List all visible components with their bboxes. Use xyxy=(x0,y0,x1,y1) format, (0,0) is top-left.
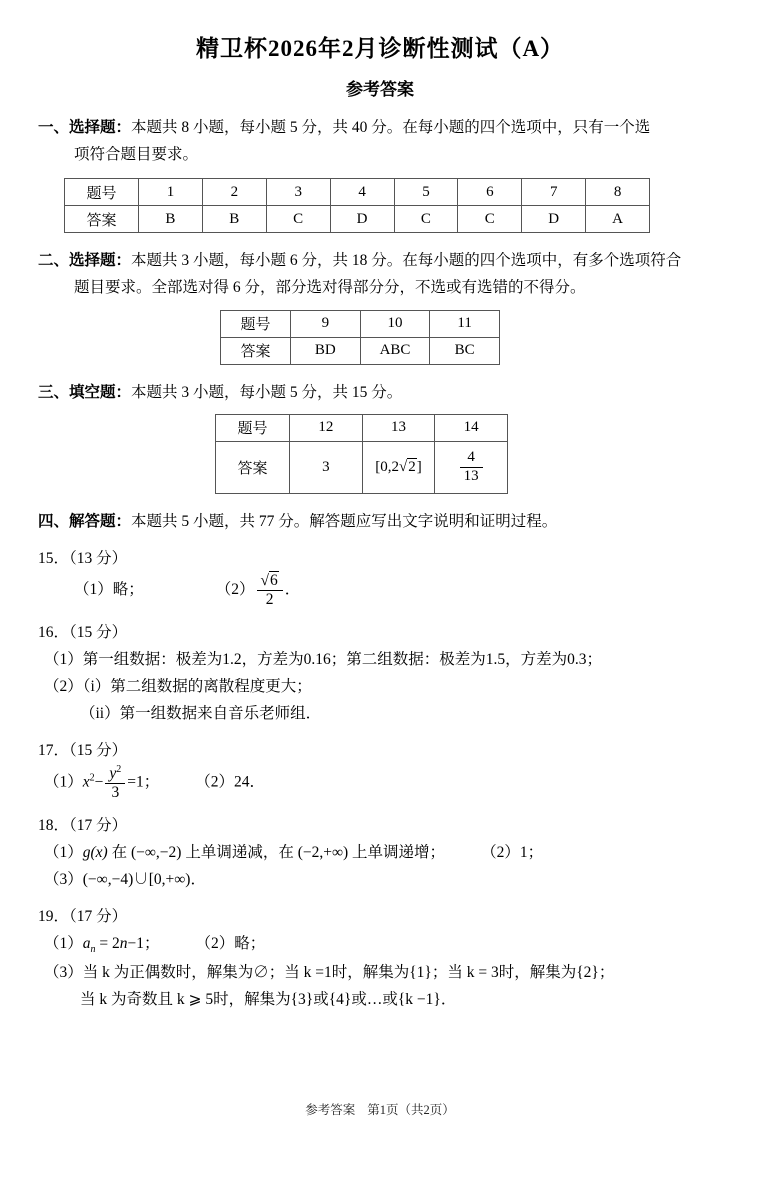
radical-icon: √ xyxy=(398,458,408,475)
section2-lead: 二、选择题： xyxy=(38,252,132,270)
answer-cell: D xyxy=(330,206,394,233)
row-label-answer: 答案 xyxy=(216,441,290,493)
fraction-numerator: 4 xyxy=(460,449,483,467)
q19-line3: 当 k 为奇数且 k ⩾ 5时，解集为{3}或{4}或…或{k −1}． xyxy=(80,991,457,1009)
number-cell: 7 xyxy=(522,179,586,206)
section1-desc-line1: 本题共 8 小题，每小题 5 分，共 40 分。在每小题的四个选项中，只有一个选 xyxy=(131,119,651,136)
number-cell: 1 xyxy=(139,179,203,206)
q19-line1 xyxy=(44,930,722,959)
q16-line2: （2）（i）第二组数据的离散程度更大； xyxy=(44,677,312,695)
section2-desc-line1: 本题共 3 小题，每小题 6 分，共 18 分。在每小题的四个选项中，有多个选项符合 xyxy=(131,252,682,270)
q19-number: 19．（17 分） xyxy=(38,908,128,926)
q17-y-sup: 2 xyxy=(116,764,122,776)
q15-number: 15．（13 分） xyxy=(38,549,128,567)
footer-left: 参考答案 xyxy=(305,1103,356,1117)
q18-line1 xyxy=(44,839,722,866)
fraction-denominator: 3 xyxy=(111,784,120,802)
q17-part1-label: （1） xyxy=(44,773,83,791)
answer-cell xyxy=(435,441,508,493)
fraction xyxy=(257,572,283,609)
number-cell: 5 xyxy=(394,179,458,206)
number-cell: 13 xyxy=(362,414,435,441)
q15-part1: （1）略； xyxy=(74,580,144,598)
page-title: 精卫杯2026年2月诊断性测试（A） xyxy=(195,36,565,61)
q17-equals: =1； xyxy=(127,773,160,791)
q19-a-sub: n xyxy=(90,944,96,956)
q15-part2-label: （2） xyxy=(215,580,255,598)
q16-number: 16．（15 分） xyxy=(38,623,128,641)
q18-line2: （3）(−∞,−4)∪[0,+∞)． xyxy=(44,871,206,889)
number-cell: 12 xyxy=(290,414,363,441)
table-row xyxy=(65,179,650,206)
answer-cell: B xyxy=(139,206,203,233)
q18-number: 18．（17 分） xyxy=(38,816,128,834)
fraction xyxy=(105,764,125,802)
q18-g-function: g(x) xyxy=(82,844,108,862)
answer-cell xyxy=(362,441,435,493)
number-cell: 8 xyxy=(586,179,650,206)
answer-cell: C xyxy=(394,206,458,233)
answer-cell: BC xyxy=(430,337,500,364)
q18-part1-text: 在 (−∞,−2) 上单调递减，在 (−2,+∞) 上单调递增； xyxy=(107,844,446,862)
answer-cell: B xyxy=(202,206,266,233)
section1-heading xyxy=(38,114,722,168)
q17-part2: （2）24． xyxy=(195,773,266,791)
question-17 xyxy=(38,737,722,802)
q15-answers xyxy=(74,572,722,609)
number-cell: 14 xyxy=(435,414,508,441)
number-cell: 2 xyxy=(202,179,266,206)
q15-period: ． xyxy=(284,580,301,598)
table-row xyxy=(216,441,508,493)
page-subtitle: 参考答案 xyxy=(346,80,414,99)
q19-part2: （2）略； xyxy=(195,935,266,953)
row-label-answer: 答案 xyxy=(221,337,291,364)
question-18 xyxy=(38,812,722,893)
number-cell: 10 xyxy=(360,310,430,337)
row-label-number: 题号 xyxy=(216,414,290,441)
section3-heading xyxy=(38,379,722,406)
section4-heading xyxy=(38,508,722,535)
q17-x-sup: 2 xyxy=(89,772,95,784)
row-label-number: 题号 xyxy=(221,310,291,337)
question-16 xyxy=(38,619,722,728)
number-cell: 3 xyxy=(266,179,330,206)
section3-desc: 本题共 3 小题，每小题 5 分，共 15 分。 xyxy=(131,383,403,401)
table-row xyxy=(216,414,508,441)
table-row xyxy=(221,310,500,337)
q19-a-eq: = 2 xyxy=(95,935,120,953)
q17-x: x xyxy=(82,773,90,791)
section3-lead: 三、填空题： xyxy=(38,383,132,401)
fraction xyxy=(460,449,483,485)
fill-blank-answer-table xyxy=(215,414,508,494)
q17-number: 17．（15 分） xyxy=(38,742,128,759)
answer13-prefix: [0,2 xyxy=(375,458,399,475)
table-row xyxy=(65,206,650,233)
page-footer xyxy=(0,1100,760,1118)
q17-answers xyxy=(44,764,722,802)
multi-choice-answer-table xyxy=(220,310,500,365)
answer-cell: C xyxy=(458,206,522,233)
q19-a-rest: −1； xyxy=(127,935,160,953)
section2-heading xyxy=(38,247,722,301)
answer-cell: D xyxy=(522,206,586,233)
section2-heading-line1 xyxy=(38,247,722,274)
single-choice-answer-table xyxy=(64,178,650,233)
fraction-numerator xyxy=(257,572,283,591)
number-cell: 11 xyxy=(430,310,500,337)
section4-desc: 本题共 5 小题，共 77 分。解答题应写出文字说明和证明过程。 xyxy=(131,512,558,530)
number-cell: 6 xyxy=(458,179,522,206)
fraction-denominator: 13 xyxy=(463,467,479,484)
answer-cell: A xyxy=(586,206,650,233)
q16-line1: （1）第一组数据：极差为1.2，方差为0.16；第二组数据：极差为1.5，方差为0.3； xyxy=(44,650,603,668)
answer13-suffix: ] xyxy=(416,458,422,475)
fraction-numerator xyxy=(105,764,125,784)
section1-desc-line2: 项符合题目要求。 xyxy=(74,146,199,164)
q18-part1-label: （1） xyxy=(44,844,83,862)
question-15 xyxy=(38,545,722,609)
section4-lead: 四、解答题： xyxy=(38,512,132,530)
number-cell: 9 xyxy=(291,310,361,337)
q19-n-var: n xyxy=(119,935,128,953)
question-19 xyxy=(38,903,722,1013)
q19-part1-label: （1） xyxy=(44,935,83,953)
section1-heading-line1 xyxy=(38,114,722,141)
answer-cell: 3 xyxy=(290,441,363,493)
section1-lead: 一、选择题： xyxy=(38,119,132,136)
q19-line2: （3）当 k 为正偶数时，解集为∅；当 k =1时，解集为{1}；当 k = 3时，解集为{2}； xyxy=(44,964,615,981)
fraction-denominator: 2 xyxy=(265,590,274,608)
number-cell: 4 xyxy=(330,179,394,206)
q17-minus: − xyxy=(94,773,104,791)
footer-right: 第1页（共2页） xyxy=(367,1103,455,1117)
answer13-radicand: 2 xyxy=(408,458,416,475)
row-label-number: 题号 xyxy=(65,179,139,206)
table-row xyxy=(221,337,500,364)
q15-radicand: 6 xyxy=(270,571,278,589)
section2-desc-line2: 题目要求。全部选对得 6 分，部分选对得部分分，不选或有选错的不得分。 xyxy=(74,279,586,297)
row-label-answer: 答案 xyxy=(65,206,139,233)
answer-cell: ABC xyxy=(360,337,430,364)
answer-cell: BD xyxy=(291,337,361,364)
q19-a-var: a xyxy=(82,935,91,953)
radical-icon: √ xyxy=(260,571,270,589)
q18-part2: （2）1； xyxy=(481,844,544,862)
answer-cell: C xyxy=(266,206,330,233)
q17-y: y xyxy=(109,765,117,783)
q16-line3: （ii）第一组数据来自音乐老师组． xyxy=(80,704,322,722)
